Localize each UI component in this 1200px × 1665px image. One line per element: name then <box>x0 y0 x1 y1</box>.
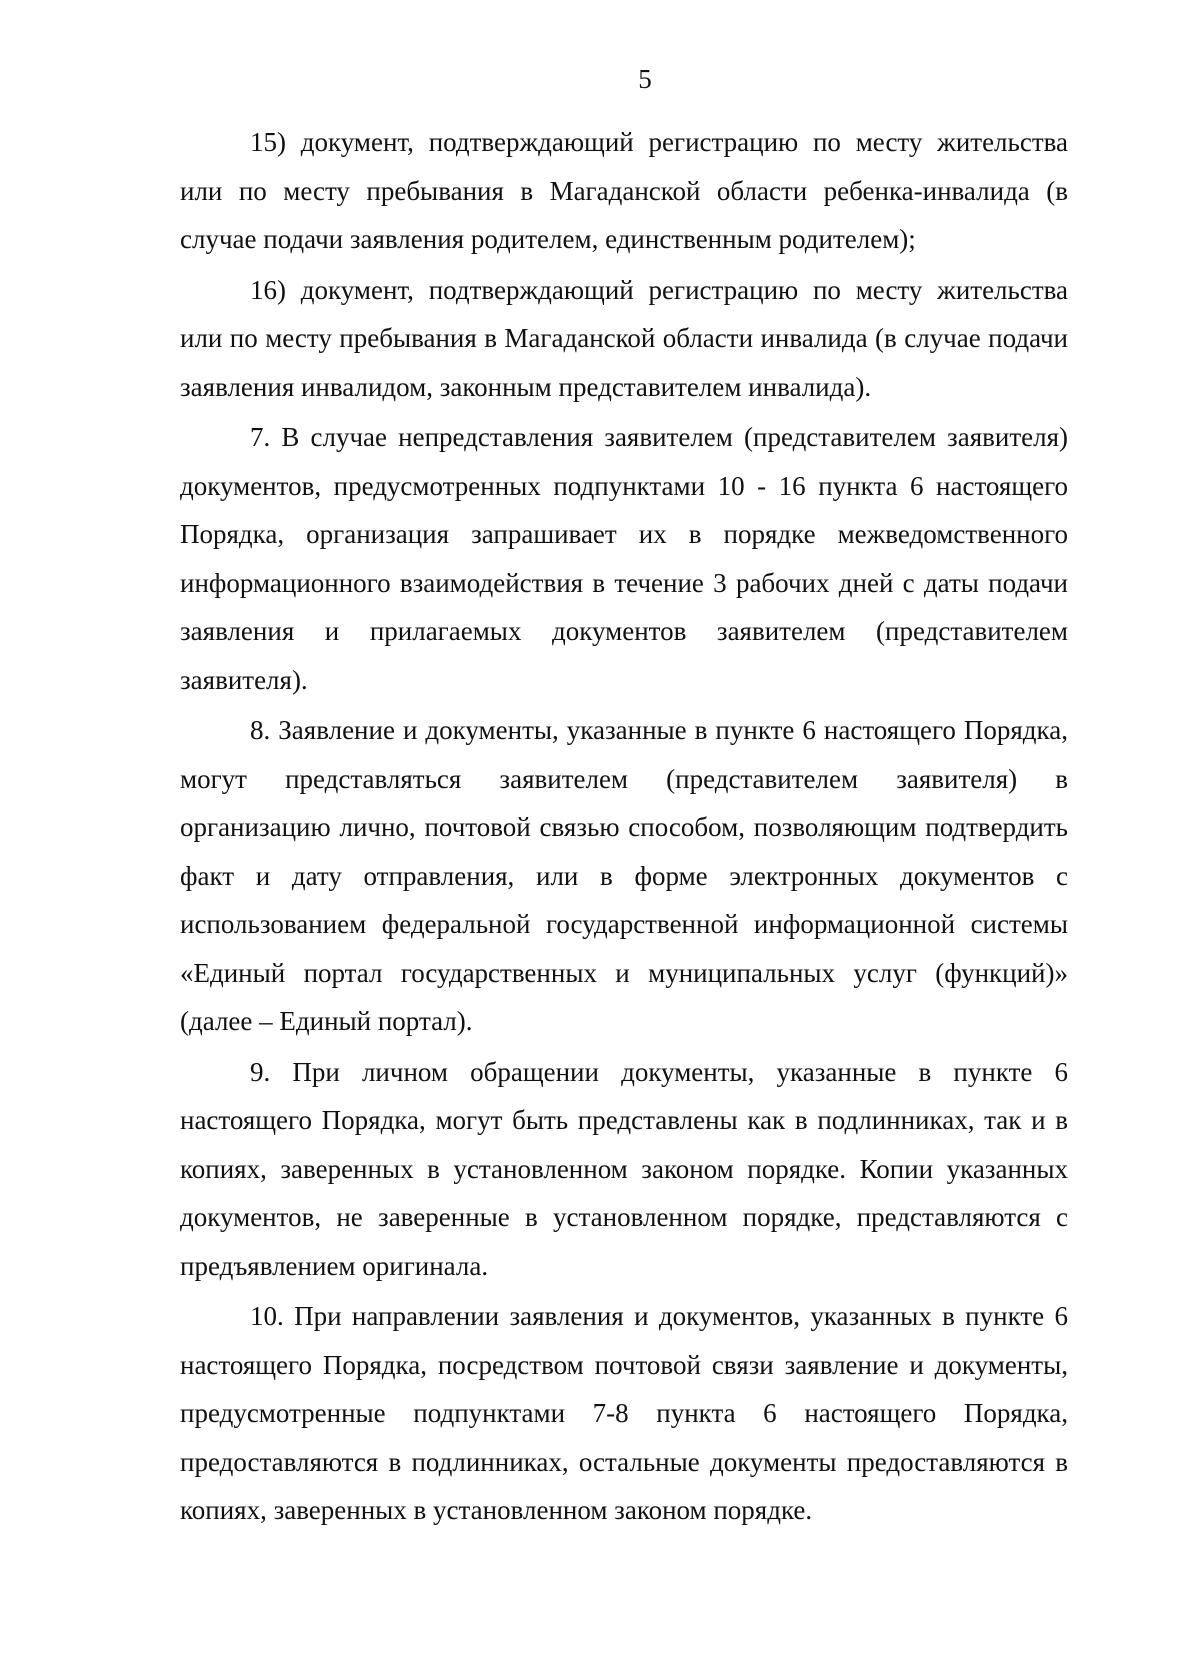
page-number: 5 <box>638 64 652 94</box>
paragraph-10: 10. При направлении заявления и документов, указанных в пункте 6 настоящего Порядка, посредством почтовой связи заявление и документы, предусмотренные подпунктами 7-8 пункта 6 настоящего Порядка, предоставляются в подлинниках, остальные документы предоставляются в копиях, заверенных в установленном законом порядке. <box>180 1301 1068 1525</box>
paragraph-7: 7. В случае непредставления заявителем (представителем заявителя) документов, предусмотренных подпунктами 10 - 16 пункта 6 настоящего Порядка, организация запрашивает их в порядке межведомственного информационного взаимодействия в течение 3 рабочих дней с даты подачи заявления и прилагаемых документов заявителем (представителем заявителя). <box>180 422 1068 695</box>
paragraph-15: 15) документ, подтверждающий регистрацию по месту жительства или по месту пребывания в Магаданской области ребенка-инвалида (в случае подачи заявления родителем, единственным родителем); <box>180 127 1068 254</box>
paragraph-16: 16) документ, подтверждающий регистрацию по месту жительства или по месту пребывания в Магаданской области инвалида (в случае подачи заявления инвалидом, законным представителем инвалида). <box>180 274 1068 402</box>
paragraph-9: 9. При личном обращении документы, указанные в пункте 6 настоящего Порядка, могут быть представлены как в подлинниках, так и в копиях, заверенных в установленном законом порядке. Копии указанных документов, не заверенные в установленном порядке, представляются с предъявлением оригинала. <box>180 1056 1068 1281</box>
paragraph-8: 8. Заявление и документы, указанные в пункте 6 настоящего Порядка, могут представляться заявителем (представителем заявителя) в организацию лично, почтовой связью способом, позволяющим подтвердить факт и дату отправления, или в форме электронных документов с использованием федеральной государственной информационной системы «Единый портал государственных и муниципальных услуг (функций)» (далее – Единый портал). <box>180 715 1068 1036</box>
document-body <box>180 118 1068 1537</box>
